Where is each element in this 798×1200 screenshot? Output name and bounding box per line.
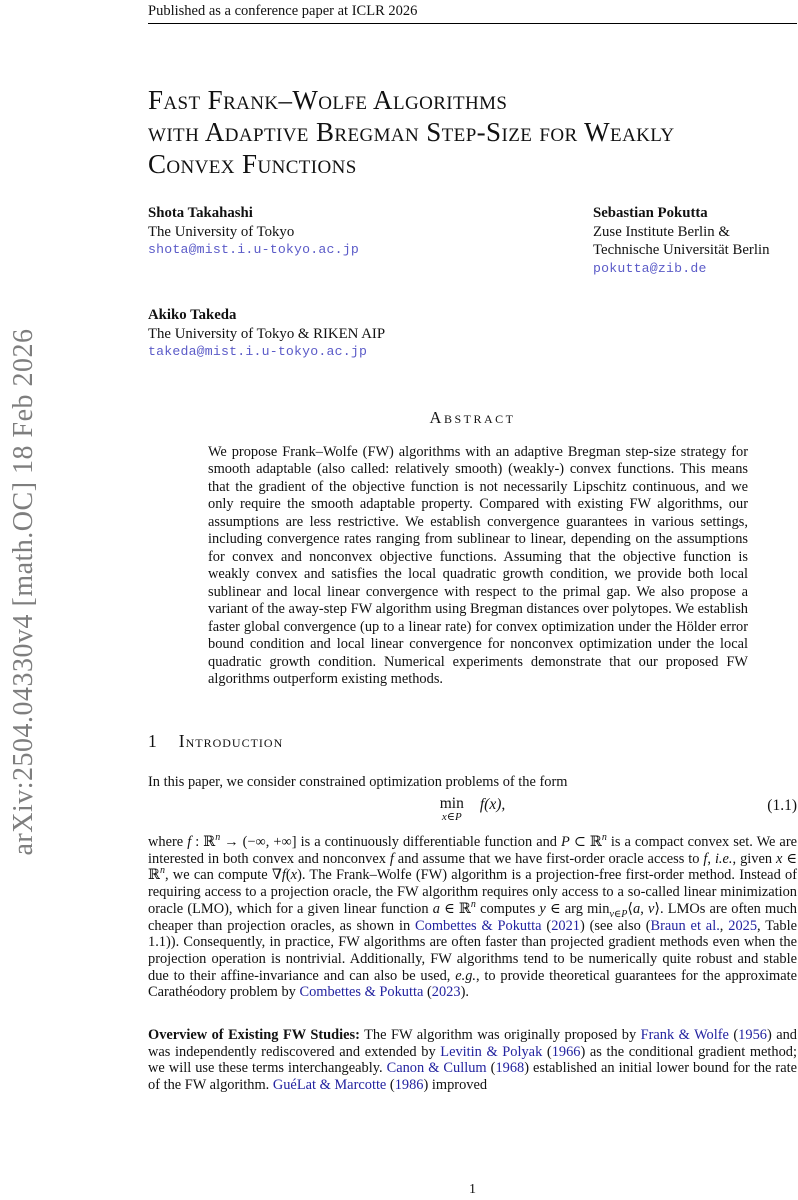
section-title: Introduction xyxy=(178,730,284,751)
text-segment: i.e. xyxy=(714,850,733,867)
text-segment: , xyxy=(640,900,649,917)
citation-link[interactable]: 2025 xyxy=(728,917,758,934)
text-segment: e.g. xyxy=(455,967,476,984)
author-email-link[interactable]: shota@mist.i.u-tokyo.ac.jp xyxy=(148,242,359,257)
text-segment: ). The Frank–Wolfe (FW) algorithm is a projection-free first-order method. Instead of requiring access to a projection oracle, the FW algorithm requires only access to a so-called linear minimization oracle (LMO), which for a given linear function xyxy=(148,867,797,917)
citation-link[interactable]: 1986 xyxy=(394,1077,424,1094)
text-segment: ( xyxy=(423,984,432,1001)
text-segment: v∈P xyxy=(609,908,628,920)
equation-operator: min xyxy=(439,795,464,813)
text-segment: , we can compute ∇ xyxy=(164,867,282,884)
text-segment: f xyxy=(389,850,394,867)
authors-grid-spacer xyxy=(593,306,797,362)
text-segment: The FW algorithm was originally proposed by xyxy=(359,1027,641,1044)
text-segment: ) (see also ( xyxy=(579,917,651,934)
author-takeda xyxy=(148,306,593,362)
citation-link[interactable]: Combettes & Pokutta xyxy=(299,984,424,1001)
page-number: 1 xyxy=(469,1182,476,1197)
text-segment: ∈ ℝ xyxy=(148,850,797,884)
citation-link[interactable]: GuéLat & Marcotte xyxy=(272,1077,387,1094)
text-segment: is a compact convex set. We are interested in both convex and nonconvex xyxy=(148,834,797,867)
intro-lead-paragraph: In this paper, we consider constrained optimization problems of the form xyxy=(148,773,568,790)
text-segment: ) as the conditional gradient method; we will use these terms interchangeably. xyxy=(148,1043,798,1077)
text-segment: ∈ arg min xyxy=(545,900,610,917)
author-email-link[interactable]: takeda@mist.i.u-tokyo.ac.jp xyxy=(148,344,368,359)
text-segment: ⟩. LMOs are often much cheaper than projection oracles, as shown in xyxy=(148,900,797,934)
text-segment: ). xyxy=(460,984,469,1001)
text-segment: Overview of Existing FW Studies: xyxy=(148,1027,360,1044)
text-segment: y xyxy=(539,900,546,917)
text-segment: f xyxy=(187,834,192,851)
text-segment: ( xyxy=(285,867,291,884)
text-segment: ) and was independently rediscovered and extended by xyxy=(148,1027,798,1060)
text-segment: x xyxy=(776,850,783,867)
text-segment: a xyxy=(432,900,440,917)
author-email-link[interactable]: pokutta@zib.de xyxy=(593,260,707,276)
text-segment: ) improved xyxy=(423,1077,488,1094)
equation-1-1 xyxy=(148,796,797,824)
arxiv-watermark: arXiv:2504.04330v4 [math.OC] 18 Feb 2026 xyxy=(8,328,39,856)
text-segment: ( xyxy=(542,1043,552,1060)
text-segment: n xyxy=(159,865,165,877)
text-segment: a xyxy=(633,900,641,917)
section-1-heading xyxy=(148,731,797,752)
section-number: 1 xyxy=(148,730,157,751)
paper-title xyxy=(148,84,797,180)
text-segment: f xyxy=(281,867,286,884)
citation-link[interactable]: 2021 xyxy=(551,917,580,934)
text-segment: , Table 1.1)). Consequently, in practice, FW algorithms are often faster than projected gradient methods even when the projection operation is nontrivial. Additionally, FW algorithms tend to be numerically quite robust and stable due to their affine-invariance and can also be used, xyxy=(148,917,798,984)
header-rule xyxy=(148,23,797,24)
title-line-2: with Adaptive Bregman Step-Size for Weakly xyxy=(148,117,675,147)
text-segment: x xyxy=(290,867,298,884)
text-segment: , given xyxy=(732,850,776,867)
text-segment: ( xyxy=(486,1060,496,1077)
text-segment: → (−∞, +∞] is a continuously differentiable function and xyxy=(220,834,562,851)
title-line-1: Fast Frank–Wolfe Algorithms xyxy=(148,85,508,115)
author-affiliation: The University of Tokyo xyxy=(148,223,295,240)
author-pokutta xyxy=(593,204,797,278)
text-segment: f xyxy=(703,850,708,867)
text-segment: , to provide theoretical guarantees for the approximate Carathéodory problem by xyxy=(148,967,797,1001)
equation-min-operator xyxy=(440,796,464,824)
title-line-3: Convex Functions xyxy=(148,149,357,179)
page-content xyxy=(148,0,797,1200)
text-segment: ( xyxy=(541,917,552,934)
text-segment: P xyxy=(561,834,570,851)
running-header: Published as a conference paper at ICLR 2026 xyxy=(148,3,418,19)
text-segment: v xyxy=(648,900,655,917)
citation-link[interactable]: Canon & Cullum xyxy=(386,1060,487,1077)
text-segment: ) established an initial lower bound for the rate of the FW algorithm. xyxy=(148,1060,797,1094)
author-affiliation: Technische Universität Berlin xyxy=(593,242,770,258)
intro-paragraph-problem-setting xyxy=(148,834,797,1001)
citation-link[interactable]: 1968 xyxy=(495,1060,525,1077)
text-segment: where xyxy=(148,834,188,851)
citation-link[interactable]: Levitin & Polyak xyxy=(440,1043,543,1060)
text-segment: : ℝ xyxy=(191,834,216,851)
citation-link[interactable]: 1956 xyxy=(738,1027,767,1044)
text-segment: and assume that we have first-order oracle access to xyxy=(393,850,704,867)
citation-link[interactable]: Combettes & Pokutta xyxy=(415,917,542,934)
equation-constraint: x∈P xyxy=(441,811,462,824)
author-affiliation: Zuse Institute Berlin & xyxy=(593,223,730,240)
text-segment: n xyxy=(470,899,476,911)
author-affiliation: The University of Tokyo & RIKEN AIP xyxy=(148,325,386,342)
paragraph-overview-existing-fw-studies xyxy=(148,1027,797,1094)
text-segment: ∈ ℝ xyxy=(439,900,471,917)
citation-link[interactable]: Braun et al. xyxy=(650,917,720,934)
text-segment: n xyxy=(601,832,607,844)
text-segment: ( xyxy=(386,1077,395,1094)
equation-expression: f(x), xyxy=(479,796,506,814)
citation-link[interactable]: Frank & Wolfe xyxy=(640,1027,729,1044)
author-takahashi xyxy=(148,204,593,278)
author-name: Shota Takahashi xyxy=(148,205,253,221)
citation-link[interactable]: 1966 xyxy=(551,1043,581,1060)
text-segment: ( xyxy=(728,1027,739,1044)
text-segment: computes xyxy=(475,900,540,917)
text-segment: n xyxy=(215,832,221,844)
citation-link[interactable]: 2023 xyxy=(431,984,461,1001)
author-name: Sebastian Pokutta xyxy=(593,205,708,221)
abstract-body: We propose Frank–Wolfe (FW) algorithms with an adaptive Bregman step-size strategy for smooth adaptable (also called: relatively smooth) (weakly-) convex functions. This means that the gradient of the objective function is not necessarily Lipschitz continuous, and we only require the smooth adaptable property. Compared with existing FW algorithms, our assumptions are less restrictive. We establish convergence guarantees in various settings, including convergence rates ranging from sublinear to linear, depending on the assumptions for convex and nonconvex objective functions. Assuming that the objective function is weakly convex and satisfies the local quadratic growth condition, we provide both local sublinear and local linear convergence with respect to the primal gap. We also propose a variant of the away-step FW algorithm using Bregman distances over polytopes. We establish faster global convergence (up to a linear rate) for convex optimization under the Hölder error bound condition and local linear convergence for nonconvex optimization under the local quadratic growth condition. Numerical experiments demonstrate that our proposed FW algorithms outperform existing methods. xyxy=(208,443,748,687)
author-name: Akiko Takeda xyxy=(148,307,237,323)
equation-tag: (1.1) xyxy=(767,797,797,815)
text-segment: , xyxy=(719,917,729,934)
abstract-heading: Abstract xyxy=(429,407,516,427)
text-segment: ⟨ xyxy=(627,900,634,917)
authors-block xyxy=(148,204,797,362)
text-segment: , xyxy=(707,850,715,867)
text-segment: ⊂ ℝ xyxy=(569,834,602,851)
